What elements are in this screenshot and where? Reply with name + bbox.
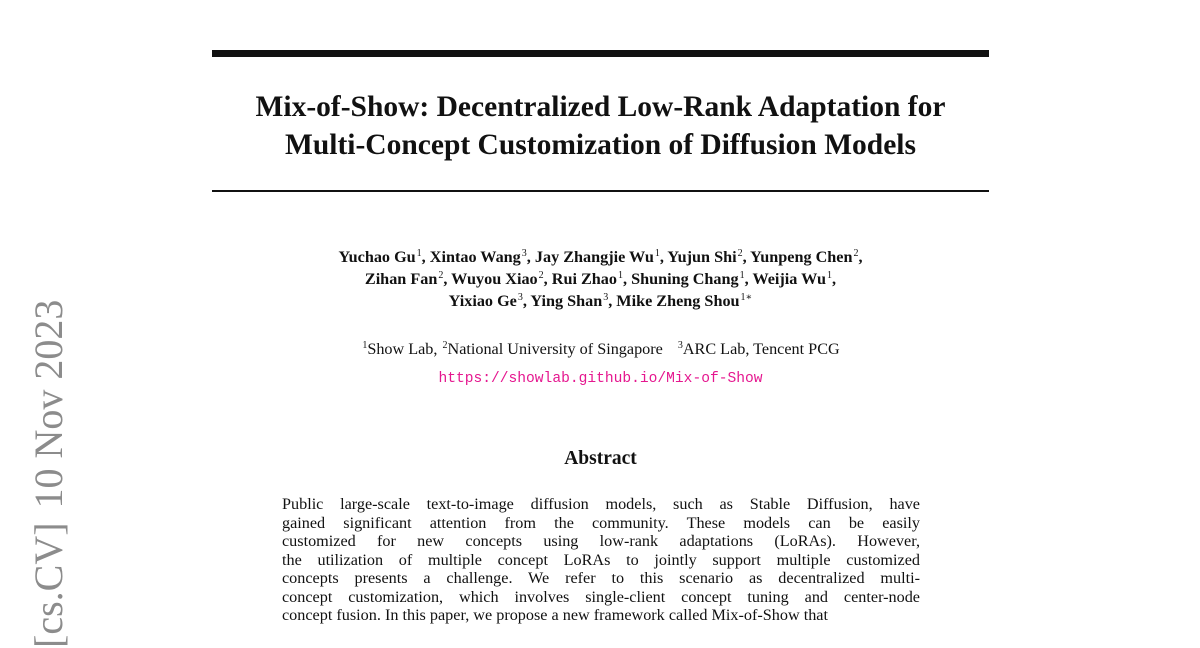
author-separator: , xyxy=(858,248,863,266)
author-separator: , xyxy=(744,270,753,288)
affiliation-2: National University of Singapore xyxy=(447,340,663,358)
paper-title xyxy=(212,88,989,164)
author-name xyxy=(451,270,552,288)
author-affiliation-mark: 1 xyxy=(827,270,833,281)
author-name xyxy=(449,292,531,310)
abstract-heading: Abstract xyxy=(564,448,637,469)
author-affiliation-mark: 3 xyxy=(603,292,609,303)
author-name xyxy=(616,292,752,310)
author-name-text: Yixiao Ge xyxy=(448,292,517,310)
abstract-line: concept fusion. In this paper, we propose a new framework called Mix-of-Show that xyxy=(282,606,828,624)
author-line xyxy=(212,290,989,312)
author-name-text: Jay Zhangjie Wu xyxy=(534,248,654,266)
author-separator: , xyxy=(421,248,430,266)
author-name xyxy=(752,270,836,288)
author-name xyxy=(631,270,752,288)
arxiv-sidebar-stamp xyxy=(28,288,70,648)
abstract-line: concepts presents a challenge. We refer to this scenario as decentralized multi- xyxy=(282,569,920,587)
author-name xyxy=(338,248,429,266)
author-separator: , xyxy=(659,248,668,266)
abstract-line: customized for new concepts using low-rank adaptations (LoRAs). However, xyxy=(282,532,920,550)
affiliation-1: Show Lab, xyxy=(367,340,442,358)
author-name-text: Xintao Wang xyxy=(429,248,521,266)
author-name-text: Ying Shan xyxy=(530,292,603,310)
author-affiliation-mark: 3 xyxy=(521,248,527,259)
author-name xyxy=(530,292,616,310)
author-name-text: Yuchao Gu xyxy=(338,248,416,266)
author-name xyxy=(365,270,451,288)
author-affiliation-mark: 2 xyxy=(737,248,743,259)
abstract-line: the utilization of multiple concept LoRAs to jointly support multiple customized xyxy=(282,550,920,569)
arxiv-date: 10 Nov 2023 xyxy=(26,299,71,509)
author-separator: , xyxy=(622,270,632,288)
author-affiliation-mark: 1∗ xyxy=(740,292,753,303)
author-line xyxy=(212,268,989,290)
abstract-line: concept customization, which involves single-client concept tuning and center-node xyxy=(282,587,920,606)
author-name-text: Yunpeng Chen xyxy=(750,248,853,266)
affiliation-3: ARC Lab, Tencent PCG xyxy=(682,340,840,358)
abstract-line: Public large-scale text-to-image diffusion models, such as Stable Diffusion, have xyxy=(282,495,920,513)
author-name-text: Zihan Fan xyxy=(364,270,438,288)
author-name-text: Weijia Wu xyxy=(752,270,827,288)
author-affiliation-mark: 2 xyxy=(438,270,444,281)
affiliation-mark-1: 1 xyxy=(362,340,368,351)
author-separator: , xyxy=(608,292,617,310)
affiliation-mark-3: 3 xyxy=(677,340,683,351)
author-affiliation-mark: 2 xyxy=(853,248,859,259)
author-name-text: Rui Zhao xyxy=(551,270,617,288)
author-affiliation-mark: 1 xyxy=(654,248,660,259)
arxiv-category: [cs.CV] xyxy=(26,522,71,648)
author-separator: , xyxy=(526,248,535,266)
author-line xyxy=(212,246,989,268)
affiliations xyxy=(212,338,989,360)
author-affiliation-mark: 2 xyxy=(538,270,544,281)
author-affiliation-mark: 1 xyxy=(739,270,745,281)
author-list xyxy=(212,246,989,312)
author-name xyxy=(552,270,631,288)
author-name-text: Wuyou Xiao xyxy=(451,270,538,288)
author-name xyxy=(430,248,535,266)
abstract-body xyxy=(282,495,920,625)
title-line-1: Mix-of-Show: Decentralized Low-Rank Adaptation for xyxy=(255,91,946,123)
author-separator: , xyxy=(742,248,751,266)
title-top-rule xyxy=(212,50,989,57)
author-affiliation-mark: 3 xyxy=(517,292,523,303)
abstract-line: gained significant attention from the community. These models can be easily xyxy=(282,513,920,532)
affiliation-mark-2: 2 xyxy=(442,340,448,351)
title-line-2: Multi-Concept Customization of Diffusion Models xyxy=(285,129,916,161)
author-separator: , xyxy=(443,270,452,288)
author-affiliation-mark: 1 xyxy=(416,248,422,259)
author-name xyxy=(667,248,750,266)
author-affiliation-mark: 1 xyxy=(617,270,623,281)
author-separator: , xyxy=(543,270,552,288)
project-page-link[interactable]: https://showlab.github.io/Mix-of-Show xyxy=(438,371,763,387)
author-separator: , xyxy=(832,270,837,288)
author-name-text: Shuning Chang xyxy=(631,270,739,288)
author-name-text: Mike Zheng Shou xyxy=(616,292,740,310)
author-name xyxy=(535,248,668,266)
author-separator: , xyxy=(522,292,531,310)
author-name xyxy=(750,248,862,266)
title-bottom-rule xyxy=(212,190,989,192)
author-name-text: Yujun Shi xyxy=(667,248,737,266)
